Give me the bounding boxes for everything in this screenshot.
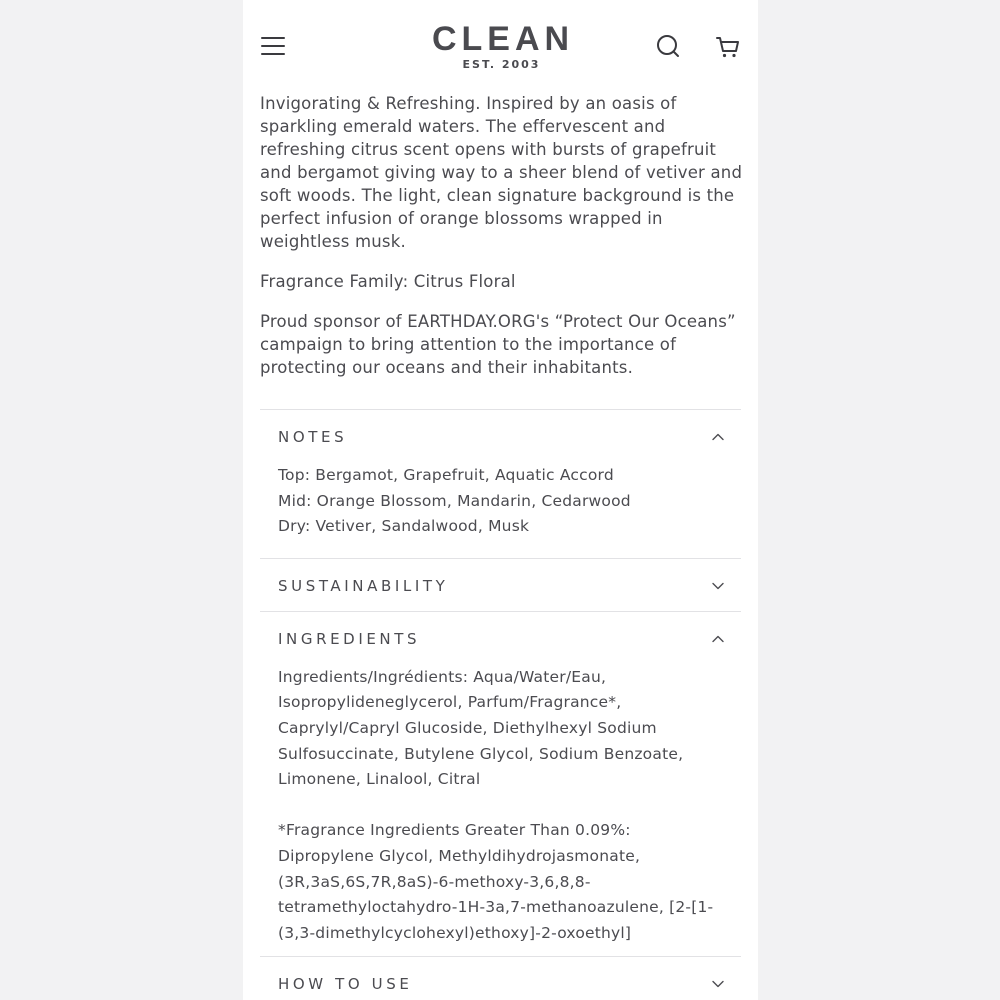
chevron-down-icon xyxy=(711,977,725,991)
fragrance-family: Fragrance Family: Citrus Floral xyxy=(260,272,516,291)
notes-dry: Dry: Vetiver, Sandalwood, Musk xyxy=(278,517,530,536)
accordion-ingredients xyxy=(260,611,741,957)
ingredients-title: INGREDIENTS xyxy=(278,629,421,648)
notes-top: Top: Bergamot, Grapefruit, Aquatic Accord xyxy=(278,466,614,484)
chevron-up-icon xyxy=(711,632,725,646)
notes-toggle[interactable] xyxy=(260,410,741,462)
sustainability-toggle[interactable] xyxy=(260,559,741,611)
sustainability-title: SUSTAINABILITY xyxy=(278,576,449,595)
fragrance-ingredients-line: Dipropylene Glycol, Methyldihydrojasmonate, xyxy=(278,846,641,865)
ingredients-content xyxy=(260,665,741,957)
ingredients-line: Isopropylideneglycerol, Parfum/Fragrance*, xyxy=(278,693,622,712)
fragrance-ingredients-line: (3,3-dimethylcyclohexyl)ethoxy]-2-oxoethyl] xyxy=(278,923,632,942)
sponsor-paragraph: Proud sponsor of EARTHDAY.ORG's “Protect Our Oceans” campaign to bring attention to the importance of protecting our oceans and their inhabitants. xyxy=(260,312,736,377)
chevron-down-icon xyxy=(711,579,725,593)
logo-tagline: EST. 2003 xyxy=(462,58,541,71)
ingredients-line: Ingredients/Ingrédients: Aqua/Water/Eau, xyxy=(278,667,607,686)
site-header xyxy=(243,0,758,90)
accordion-sustainability xyxy=(260,558,741,611)
ingredients-toggle[interactable] xyxy=(260,612,741,664)
ingredients-line: Limonene, Linalool, Citral xyxy=(278,770,481,789)
fragrance-ingredients-line: *Fragrance Ingredients Greater Than 0.09%: xyxy=(278,821,631,840)
notes-mid: Mid: Orange Blossom, Mandarin, Cedarwood xyxy=(278,491,631,510)
notes-content xyxy=(260,463,741,558)
product-page xyxy=(243,0,758,1000)
cart-icon[interactable] xyxy=(715,34,741,60)
search-icon[interactable] xyxy=(655,33,681,59)
accordion-notes xyxy=(260,409,741,558)
how-to-use-title: HOW TO USE xyxy=(278,975,413,994)
ingredients-line: Caprylyl/Capryl Glucoside, Diethylhexyl Sodium xyxy=(278,718,657,737)
notes-title: NOTES xyxy=(278,428,348,446)
chevron-up-icon xyxy=(711,430,725,444)
product-description xyxy=(260,92,745,396)
accordion-how-to-use xyxy=(260,956,741,1000)
fragrance-ingredients-line: (3R,3aS,6S,7R,8aS)-6-methoxy-3,6,8,8- xyxy=(278,872,591,891)
product-accordion xyxy=(260,409,741,1000)
logo-wordmark: CLEAN xyxy=(431,20,575,58)
how-to-use-toggle[interactable] xyxy=(260,957,741,1000)
ingredients-line: Sulfosuccinate, Butylene Glycol, Sodium Benzoate, xyxy=(278,744,684,763)
description-paragraph: Invigorating & Refreshing. Inspired by an oasis of sparkling emerald waters. The effervescent and refreshing citrus scent opens with bursts of grapefruit and bergamot giving way to a sheer blend of vetiver and soft woods. The light, clean signature background is the perfect infusion of orange blossoms wrapped in weightless musk. xyxy=(260,94,743,251)
fragrance-ingredients-line: tetramethyloctahydro-1H-3a,7-methanoazulene, [2-[1- xyxy=(278,898,714,917)
